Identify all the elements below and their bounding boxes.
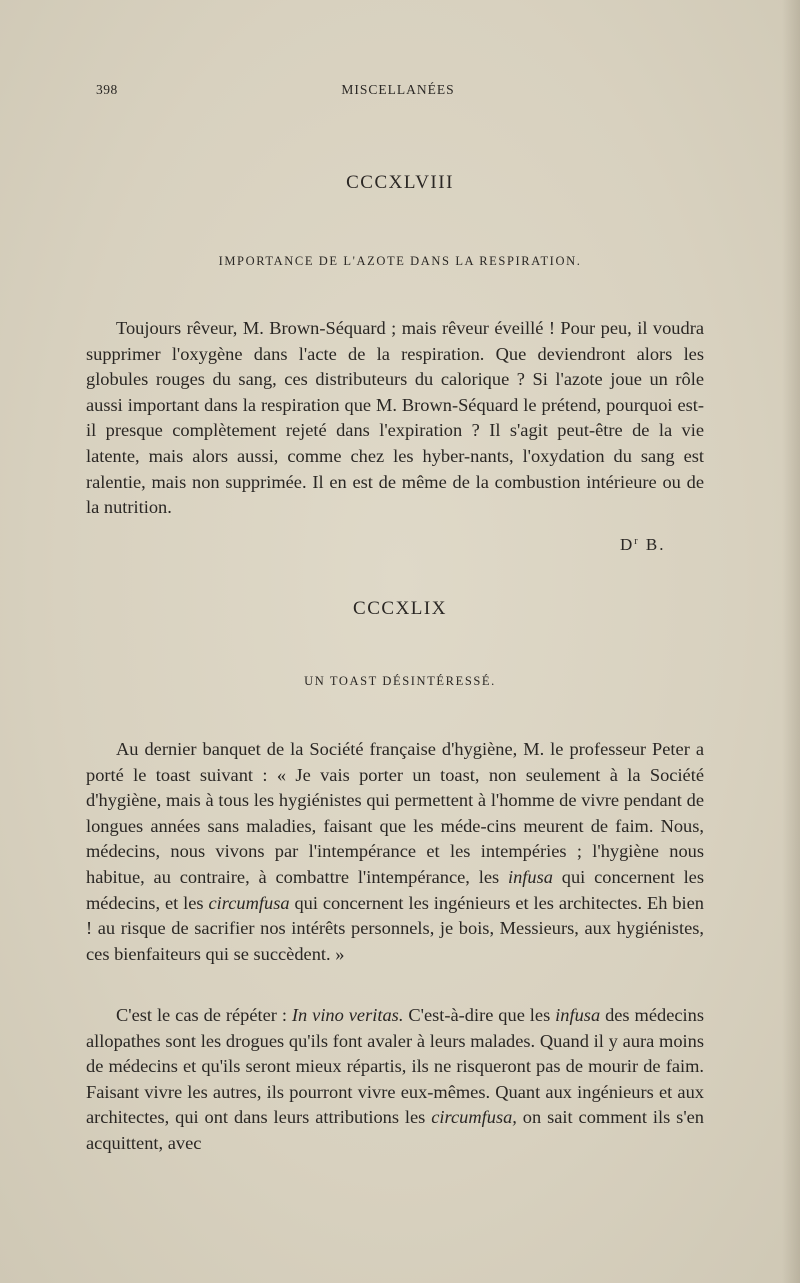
- signature-superscript: r: [634, 536, 640, 547]
- paragraph-toast: [86, 737, 704, 967]
- paragraph-commentary: [86, 1003, 704, 1157]
- section-number-cccxlix: CCCXLIX: [353, 598, 447, 619]
- signature-prefix: D: [620, 535, 635, 554]
- paragraph-azote: [86, 316, 704, 521]
- italic-in-vino-veritas: In vino veritas.: [291, 1005, 404, 1025]
- running-header: [88, 82, 708, 102]
- italic-infusa-2: infusa: [555, 1005, 601, 1025]
- paragraph-commentary-text-2: C'est-à-dire que les: [403, 1005, 556, 1025]
- section-number-cccxlviii: CCCXLVIII: [346, 172, 454, 193]
- paragraph-toast-text-2: qui concernent les médecins, et les: [86, 866, 704, 913]
- paragraph-toast-text-1: Au dernier banquet de la Société française d'hygiène, M. le professeur Peter a porté le toast suivant : « Je vais porter un toast, non seulement à la Société d'hygiène, mais à tous les hygiénistes qui permettent à l'homme de vivre pendant de longues années sans maladies, faisant que les méde-cins meurent de faim. Nous, médecins, nous vivons par l'intempérance et les intempéries ; l'hygiène nous habitue, au contraire, à combattre l'intempérance, les: [86, 739, 704, 887]
- italic-circumfusa: circumfusa: [208, 892, 290, 913]
- paragraph-toast-text-3: qui concernent les ingénieurs et les architectes. Eh bien ! au risque de sacrifier nos intérêts personnels, je bois, Messieurs, aux hygiénistes, ces bienfaiteurs qui se succèdent. »: [86, 892, 704, 964]
- signature: [620, 535, 665, 555]
- section-title-azote: IMPORTANCE DE L'AZOTE DANS LA RESPIRATION.: [218, 254, 582, 268]
- italic-circumfusa-2: circumfusa,: [431, 1107, 517, 1128]
- italic-infusa: infusa: [507, 866, 553, 887]
- paragraph-commentary-text-4: on sait comment ils s'en acquittent, avec: [86, 1107, 705, 1153]
- running-title: MISCELLANÉES: [341, 82, 455, 97]
- paragraph-commentary-text-1: C'est le cas de répéter :: [116, 1005, 292, 1025]
- section-title-toast: UN TOAST DÉSINTÉRESSÉ.: [304, 674, 496, 688]
- page-number: 398: [96, 82, 118, 97]
- paragraph-commentary-text-3: des médecins allopathes sont les drogues qu'ils font avaler à leurs malades. Quand il y aura moins de médecins et qu'ils seront mieux répartis, ils ne risqueront pas de mourir de faim. Faisant vivre les autres, ils pourront vivre eux-mêmes. Quant aux ingénieurs et aux architectes, qui ont dans leurs attributions les: [86, 1005, 704, 1128]
- paragraph-azote-text: Toujours rêveur, M. Brown-Séquard ; mais rêveur éveillé ! Pour peu, il voudra supprimer l'oxygène dans l'acte de la respiration. Que deviendront alors les globules rouges du sang, ces distributeurs du calorique ? Si l'azote joue un rôle aussi important dans la respiration que M. Brown-Séquard le prétend, pourquoi est-il presque complètement rejeté dans l'expiration ? Il s'agit peut-être de la vie latente, mais alors aussi, comme chez les hyber-nants, l'oxydation du sang est ralentie, mais non supprimée. Il en est de même de la combustion intérieure ou de la nutrition.: [86, 318, 704, 518]
- signature-name: B.: [639, 535, 666, 554]
